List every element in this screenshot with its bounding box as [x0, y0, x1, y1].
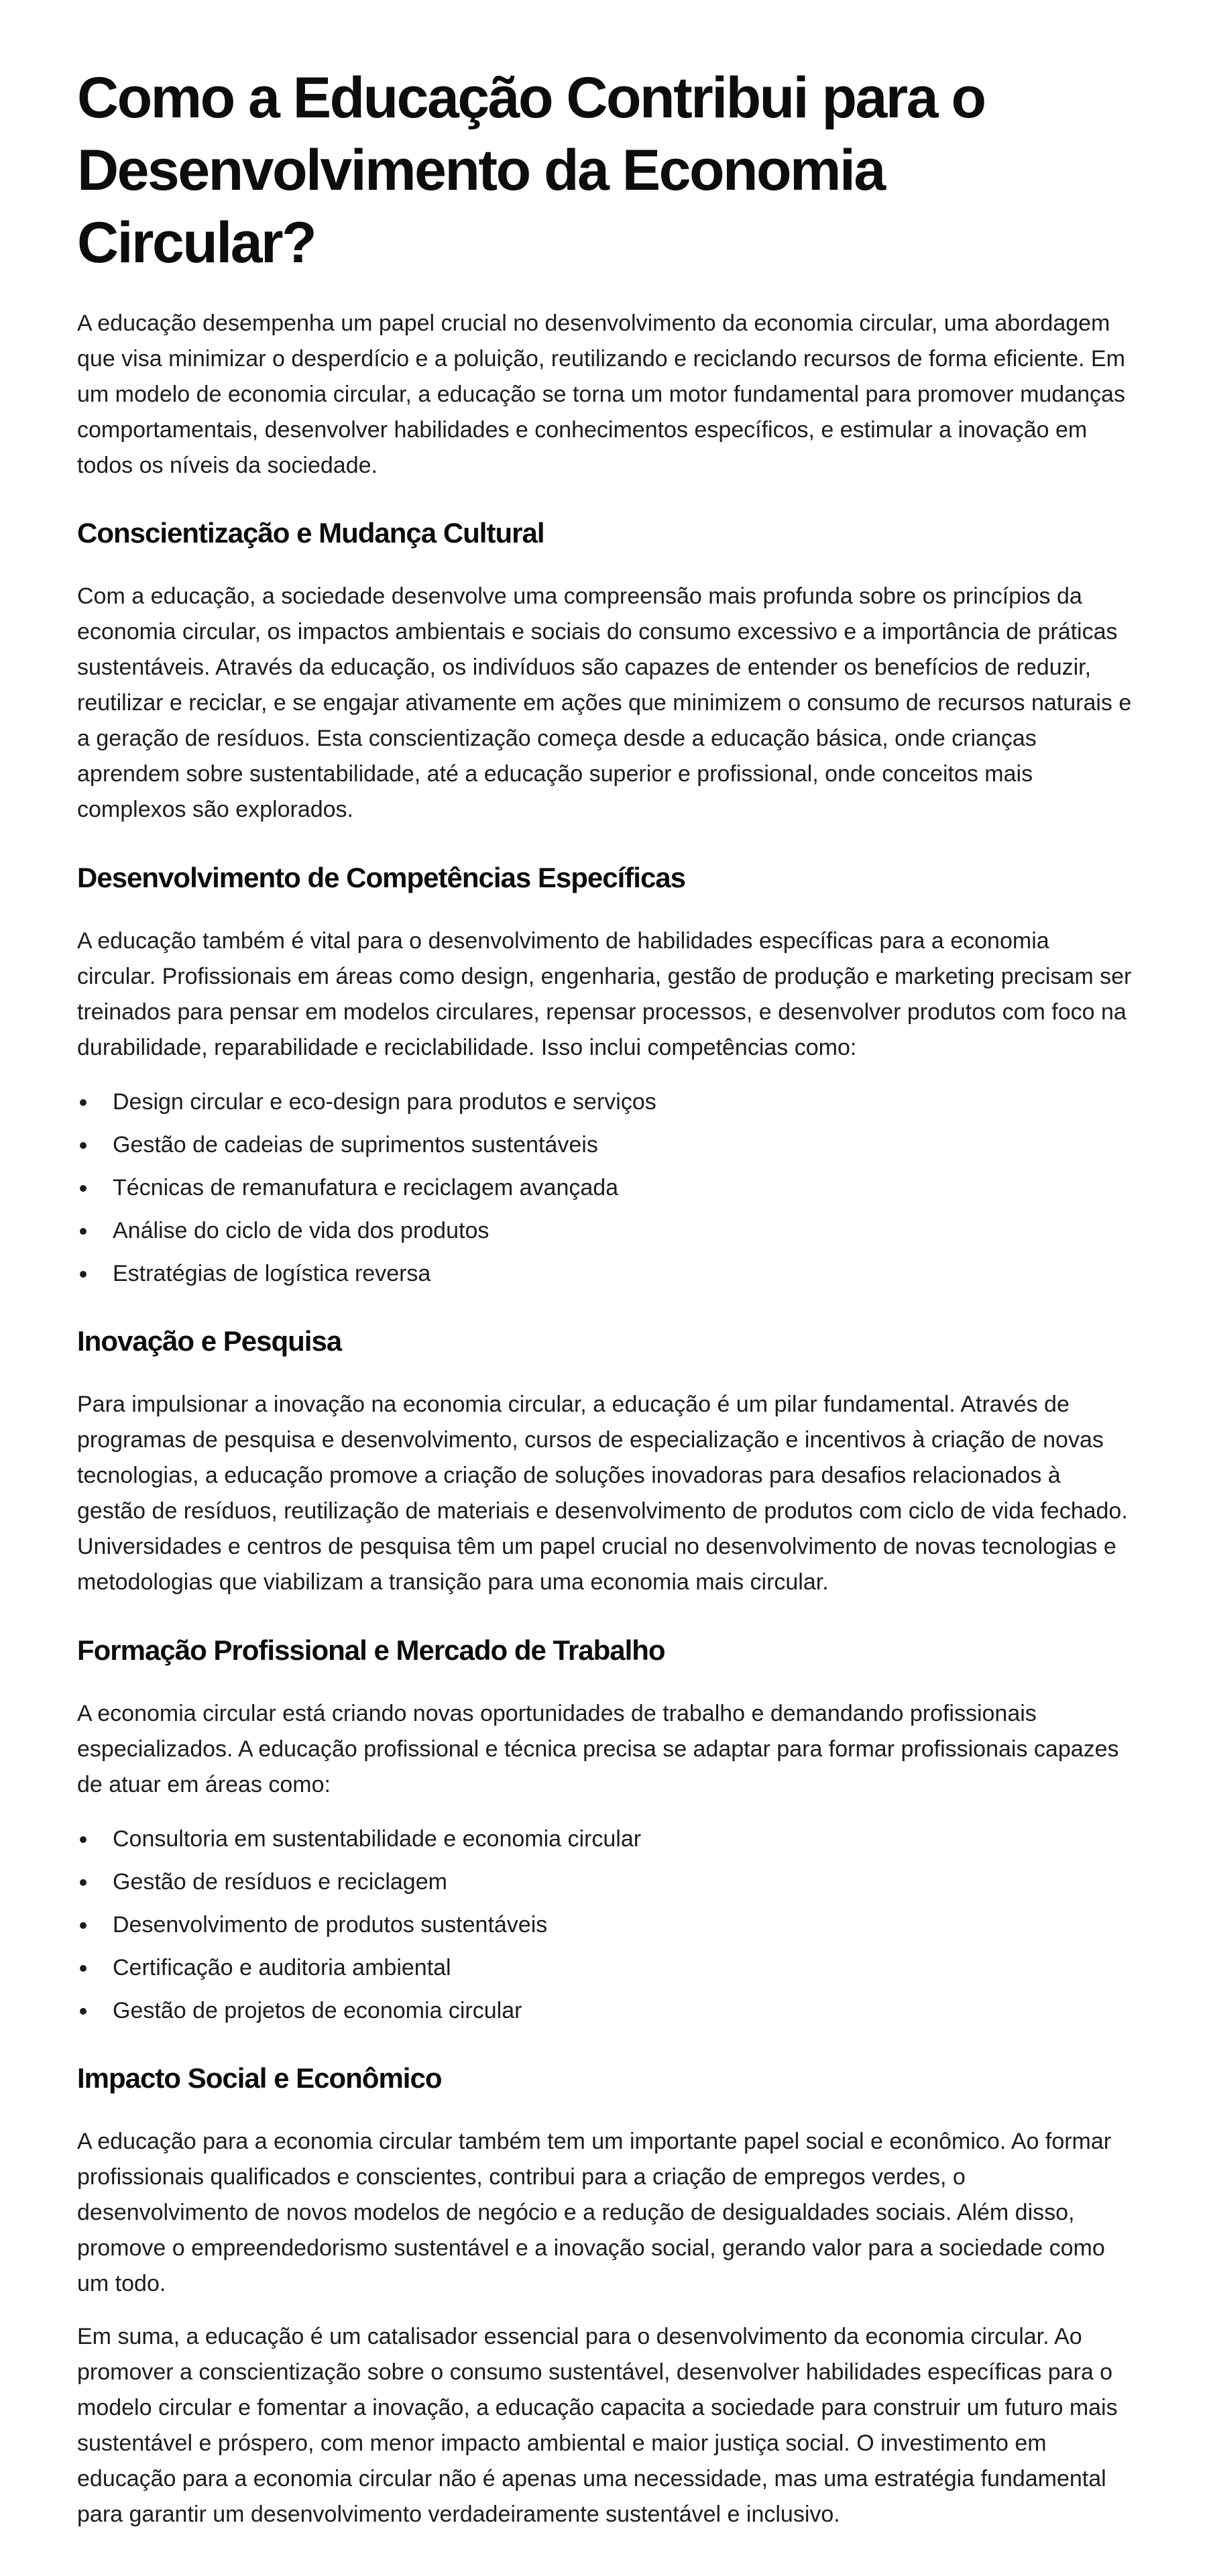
competencias-list — [77, 1084, 1133, 1292]
section-paragraph: A educação também é vital para o desenvolvimento de habilidades específicas para a economia circular. Profissionais em áreas como design, engenharia, gestão de produção e marketing precisam ser treinados para pensar em modelos circulares, repensar processos, e desenvolver produtos com foco na durabilidade, reparabilidade e reciclabilidade. Isso inclui competências como: — [77, 928, 1132, 1060]
areas-list — [77, 1822, 1133, 2029]
section-paragraph: Para impulsionar a inovação na economia circular, a educação é um pilar fundamental. Através de programas de pesquisa e desenvolvimento, cursos de especialização e incentivos à criação de novas tecnologias, a educação promove a criação de soluções inovadoras para desafios relacionados à gestão de resíduos, reutilização de materiais e desenvolvimento de produtos com ciclo de vida fechado. Universidades e centros de pesquisa têm um papel crucial no desenvolvimento de novas tecnologias e metodologias que viabilizam a transição para uma economia mais circular. — [77, 1392, 1128, 1595]
list-item: Certificação e auditoria ambiental — [77, 1950, 1133, 1986]
section-heading: Inovação e Pesquisa — [77, 1325, 342, 1357]
list-item: Gestão de cadeias de suprimentos sustentáveis — [77, 1127, 1133, 1163]
list-item: Desenvolvimento de produtos sustentáveis — [77, 1907, 1133, 1943]
page-title: Como a Educação Contribui para o Desenvolvimento da Economia Circular? — [77, 66, 985, 275]
list-item: Análise do ciclo de vida dos produtos — [77, 1213, 1133, 1249]
list-item: Gestão de resíduos e reciclagem — [77, 1864, 1133, 1900]
intro-paragraph: A educação desempenha um papel crucial no desenvolvimento da economia circular, uma abordagem que visa minimizar o desperdício e a poluição, reutilizando e reciclando recursos de forma eficiente. Em um modelo de economia circular, a educação se torna um motor fundamental para promover mudanças comportamentais, desenvolver habilidades e conhecimentos específicos, e estimular a inovação em todos os níveis da sociedade. — [77, 311, 1125, 478]
section-competencias — [77, 859, 1133, 1292]
section-paragraph: A educação para a economia circular também tem um importante papel social e econômico. Ao formar profissionais qualificados e conscientes, contribui para a criação de empregos verdes, o desenvolvimento de novos modelos de negócio e a redução de desigualdades sociais. Além disso, promove o empreendedorismo sustentável e a inovação social, gerando valor para a sociedade como um todo. — [77, 2129, 1112, 2296]
list-item: Gestão de projetos de economia circular — [77, 1993, 1133, 2029]
list-item: Estratégias de logística reversa — [77, 1256, 1133, 1292]
list-item: Design circular e eco-design para produtos e serviços — [77, 1084, 1133, 1120]
conclusion-paragraph: Em suma, a educação é um catalisador essencial para o desenvolvimento da economia circular. Ao promover a conscientização sobre o consumo sustentável, desenvolver habilidades específicas para o modelo circular e fomentar a inovação, a educação capacita a sociedade para construir um futuro mais sustentável e próspero, com menor impacto ambiental e maior justiça social. O investimento em educação para a economia circular não é apenas uma necessidade, mas uma estratégia fundamental para garantir um desenvolvimento verdadeiramente sustentável e inclusivo. — [77, 2324, 1118, 2527]
section-heading: Impacto Social e Econômico — [77, 2062, 442, 2094]
section-heading: Desenvolvimento de Competências Específicas — [77, 862, 686, 893]
list-item: Técnicas de remanufatura e reciclagem avançada — [77, 1170, 1133, 1206]
section-conscientizacao — [77, 514, 1133, 828]
section-inovacao — [77, 1323, 1133, 1600]
section-paragraph: Com a educação, a sociedade desenvolve uma compreensão mais profunda sobre os princípios da economia circular, os impactos ambientais e sociais do consumo excessivo e a importância de práticas sustentáveis. Através da educação, os indivíduos são capazes de entender os benefícios de reduzir, reutilizar e reciclar, e se engajar ativamente em ações que minimizem o consumo de recursos naturais e a geração de resíduos. Esta conscientização começa desde a educação básica, onde crianças aprendem sobre sustentabilidade, até a educação superior e profissional, onde conceitos mais complexos são explorados. — [77, 583, 1132, 822]
section-heading: Formação Profissional e Mercado de Trabalho — [77, 1634, 665, 1666]
section-heading: Conscientização e Mudança Cultural — [77, 517, 544, 549]
section-impacto — [77, 2060, 1133, 2532]
section-formacao — [77, 1632, 1133, 2029]
list-item: Consultoria em sustentabilidade e economia circular — [77, 1822, 1133, 1857]
article — [77, 0, 1133, 2532]
section-paragraph: A economia circular está criando novas oportunidades de trabalho e demandando profissionais especializados. A educação profissional e técnica precisa se adaptar para formar profissionais capazes de atuar em áreas como: — [77, 1701, 1119, 1797]
